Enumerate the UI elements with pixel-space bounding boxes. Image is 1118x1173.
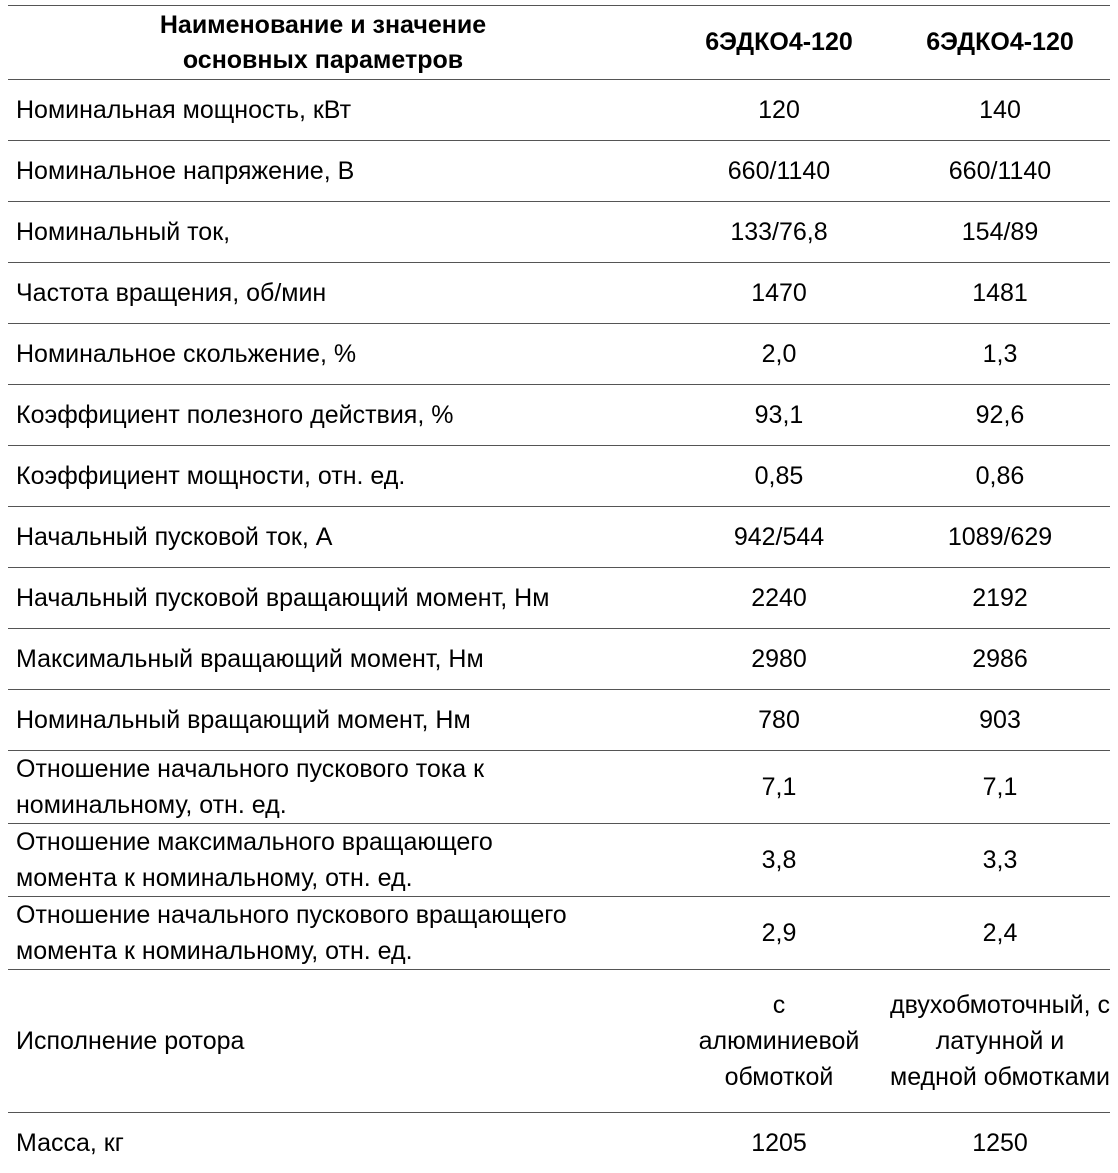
table-row	[8, 385, 1110, 446]
table-row	[8, 80, 1110, 141]
table-row	[8, 690, 1110, 751]
model-2-value: 1089/629	[890, 507, 1110, 568]
model-2-value: 2,4	[890, 897, 1110, 970]
model-1-value: 133/76,8	[668, 202, 890, 263]
table-row	[8, 141, 1110, 202]
table-row	[8, 1113, 1110, 1173]
model-1-value: 2,0	[668, 324, 890, 385]
model-2-value: 154/89	[890, 202, 1110, 263]
parameter-name: Максимальный вращающий момент, Нм	[8, 629, 668, 690]
parameter-name: Номинальное скольжение, %	[8, 324, 668, 385]
table-row	[8, 751, 1110, 824]
parameters-table	[8, 5, 1110, 1173]
parameter-name: Коэффициент мощности, отн. ед.	[8, 446, 668, 507]
parameter-name	[8, 824, 668, 897]
model-1-value: 1470	[668, 263, 890, 324]
parameter-name	[8, 751, 668, 824]
table-row	[8, 507, 1110, 568]
model-2-value: 7,1	[890, 751, 1110, 824]
header-row	[8, 6, 1110, 80]
parameter-name-text: Отношение начального пускового тока к номинальному, отн. ед.	[16, 751, 546, 823]
table-row	[8, 263, 1110, 324]
model-2-value: 2986	[890, 629, 1110, 690]
model-1-value: 120	[668, 80, 890, 141]
model-1-value: 0,85	[668, 446, 890, 507]
parameter-name: Номинальный вращающий момент, Нм	[8, 690, 668, 751]
model-1-value: 942/544	[668, 507, 890, 568]
table-row	[8, 446, 1110, 507]
parameter-name: Масса, кг	[8, 1113, 668, 1173]
model-2-value: 3,3	[890, 824, 1110, 897]
parameter-name-text: Отношение максимального вращающего момента к номинальному, отн. ед.	[16, 824, 556, 896]
table-row	[8, 324, 1110, 385]
model-1-value: 1205	[668, 1113, 890, 1173]
parameter-name: Номинальное напряжение, В	[8, 141, 668, 202]
parameter-name: Исполнение ротора	[8, 970, 668, 1113]
parameter-name: Частота вращения, об/мин	[8, 263, 668, 324]
parameter-name: Номинальная мощность, кВт	[8, 80, 668, 141]
model-2-column-header: 6ЭДКО4-120	[890, 6, 1110, 80]
table-row	[8, 824, 1110, 897]
model-2-value-text: двухобмоточный, с латунной и медной обмотками	[890, 987, 1110, 1095]
model-2-value	[890, 970, 1110, 1113]
model-1-value: 2,9	[668, 897, 890, 970]
table-row	[8, 897, 1110, 970]
model-1-value	[668, 970, 890, 1113]
model-1-value: 2980	[668, 629, 890, 690]
model-2-value: 0,86	[890, 446, 1110, 507]
model-1-value: 93,1	[668, 385, 890, 446]
parameter-name: Номинальный ток,	[8, 202, 668, 263]
table-row	[8, 970, 1110, 1113]
model-2-value: 140	[890, 80, 1110, 141]
parameter-column-header-text: Наименование и значение основных параметров	[133, 8, 513, 78]
parameter-name-text: Отношение начального пускового вращающего момента к номинальному, отн. ед.	[16, 897, 626, 969]
parameter-name: Начальный пусковой вращающий момент, Нм	[8, 568, 668, 629]
model-2-value: 1,3	[890, 324, 1110, 385]
parameter-column-header	[8, 6, 668, 80]
table-row	[8, 568, 1110, 629]
model-1-value: 2240	[668, 568, 890, 629]
model-2-value: 1481	[890, 263, 1110, 324]
table-row	[8, 202, 1110, 263]
model-1-column-header: 6ЭДКО4-120	[668, 6, 890, 80]
model-2-value: 903	[890, 690, 1110, 751]
model-2-value: 660/1140	[890, 141, 1110, 202]
parameter-name: Начальный пусковой ток, А	[8, 507, 668, 568]
model-1-value: 7,1	[668, 751, 890, 824]
model-2-value: 92,6	[890, 385, 1110, 446]
table-row	[8, 629, 1110, 690]
parameter-name	[8, 897, 668, 970]
model-2-value: 2192	[890, 568, 1110, 629]
model-1-value: 3,8	[668, 824, 890, 897]
model-1-value-text: с алюминиевой обмоткой	[694, 987, 864, 1095]
model-1-value: 660/1140	[668, 141, 890, 202]
model-1-value: 780	[668, 690, 890, 751]
parameter-name: Коэффициент полезного действия, %	[8, 385, 668, 446]
model-2-value: 1250	[890, 1113, 1110, 1173]
